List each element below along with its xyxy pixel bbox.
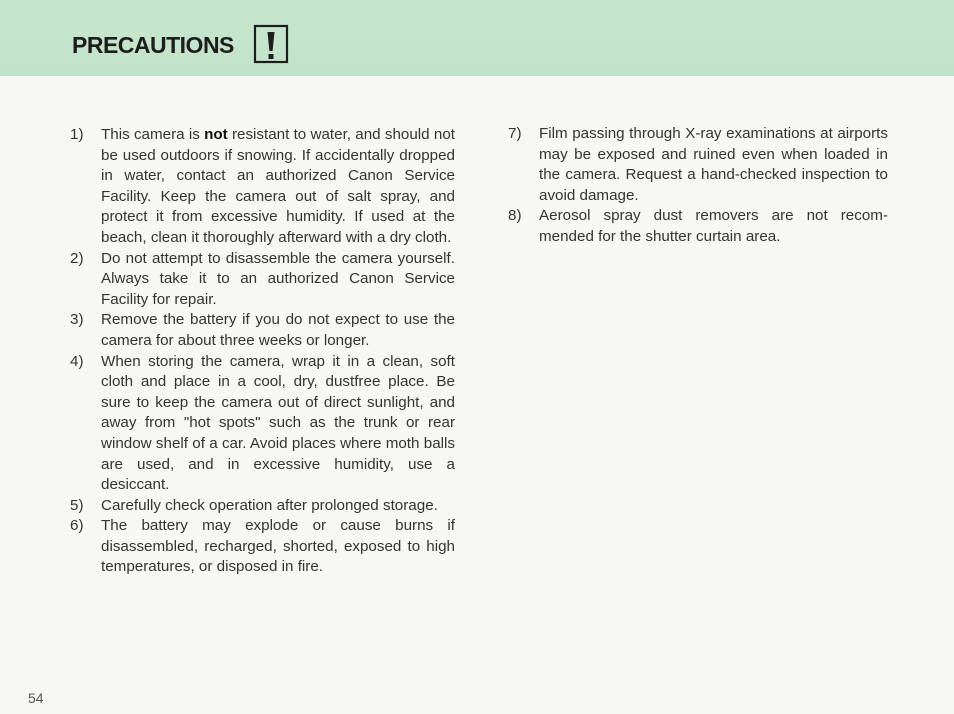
emphasis-not: not bbox=[204, 126, 228, 143]
item-number: 5) bbox=[70, 496, 84, 514]
item-number: 7) bbox=[508, 125, 522, 142]
precaution-item-6 bbox=[70, 516, 455, 578]
item-number: 8) bbox=[508, 207, 522, 225]
item-number: 2) bbox=[70, 249, 84, 267]
page-title: PRECAUTIONS bbox=[72, 32, 234, 58]
item-number: 6) bbox=[70, 517, 84, 535]
item-number: 1) bbox=[70, 126, 84, 143]
item-text: Do not attempt to disassemble the camera yourself. Always take it to an authorized Canon Service Facility for repair. bbox=[101, 249, 455, 308]
page-number: 54 bbox=[28, 690, 44, 706]
precautions-right-column bbox=[508, 124, 888, 248]
item-number: 3) bbox=[70, 311, 84, 329]
precaution-item-5 bbox=[70, 496, 455, 517]
precaution-item-3 bbox=[70, 310, 455, 351]
item-number: 4) bbox=[70, 352, 84, 370]
item-text: The battery may explode or cause burns if disassembled, recharged, shorted, exposed to high temperatures, or disposed in fire. bbox=[101, 517, 455, 576]
item-text: When storing the camera, wrap it in a clean, soft cloth and place in a cool, dry, dustfree place. Be sure to keep the camera out of direct sunlight, and away from "hot spots" such as the trunk or rear window shelf of a car. Avoid places where moth balls are used, and in excessive humidity, use a desiccant. bbox=[101, 352, 455, 494]
item-text: Remove the battery if you do not expect to use the camera for about three weeks or longer. bbox=[101, 311, 455, 349]
item-text: Film passing through X-ray examinations at airports may be exposed and ruined even when loaded in the camera. Request a hand-checked inspection to avoid damage. bbox=[539, 125, 888, 204]
item-text: Carefully check operation after prolonged storage. bbox=[101, 496, 438, 514]
warning-exclamation-icon bbox=[253, 24, 289, 64]
item-text: This camera is not resistant to water, and should not be used outdoors if snowing. If accidentally dropped in water, contact an authorized Canon Service Facility. Keep the camera out of salt spray, and protect it from excessive humidity. If used at the beach, clean it thoroughly afterward with a dry cloth. bbox=[101, 126, 455, 246]
precaution-item-1 bbox=[70, 125, 455, 249]
precaution-item-8 bbox=[508, 206, 888, 247]
precautions-left-column bbox=[70, 125, 455, 578]
item-text: Aerosol spray dust removers are not recom-mended for the shutter curtain area. bbox=[539, 207, 888, 245]
precaution-item-4 bbox=[70, 352, 455, 496]
precaution-item-2 bbox=[70, 249, 455, 311]
precaution-item-7 bbox=[508, 124, 888, 206]
